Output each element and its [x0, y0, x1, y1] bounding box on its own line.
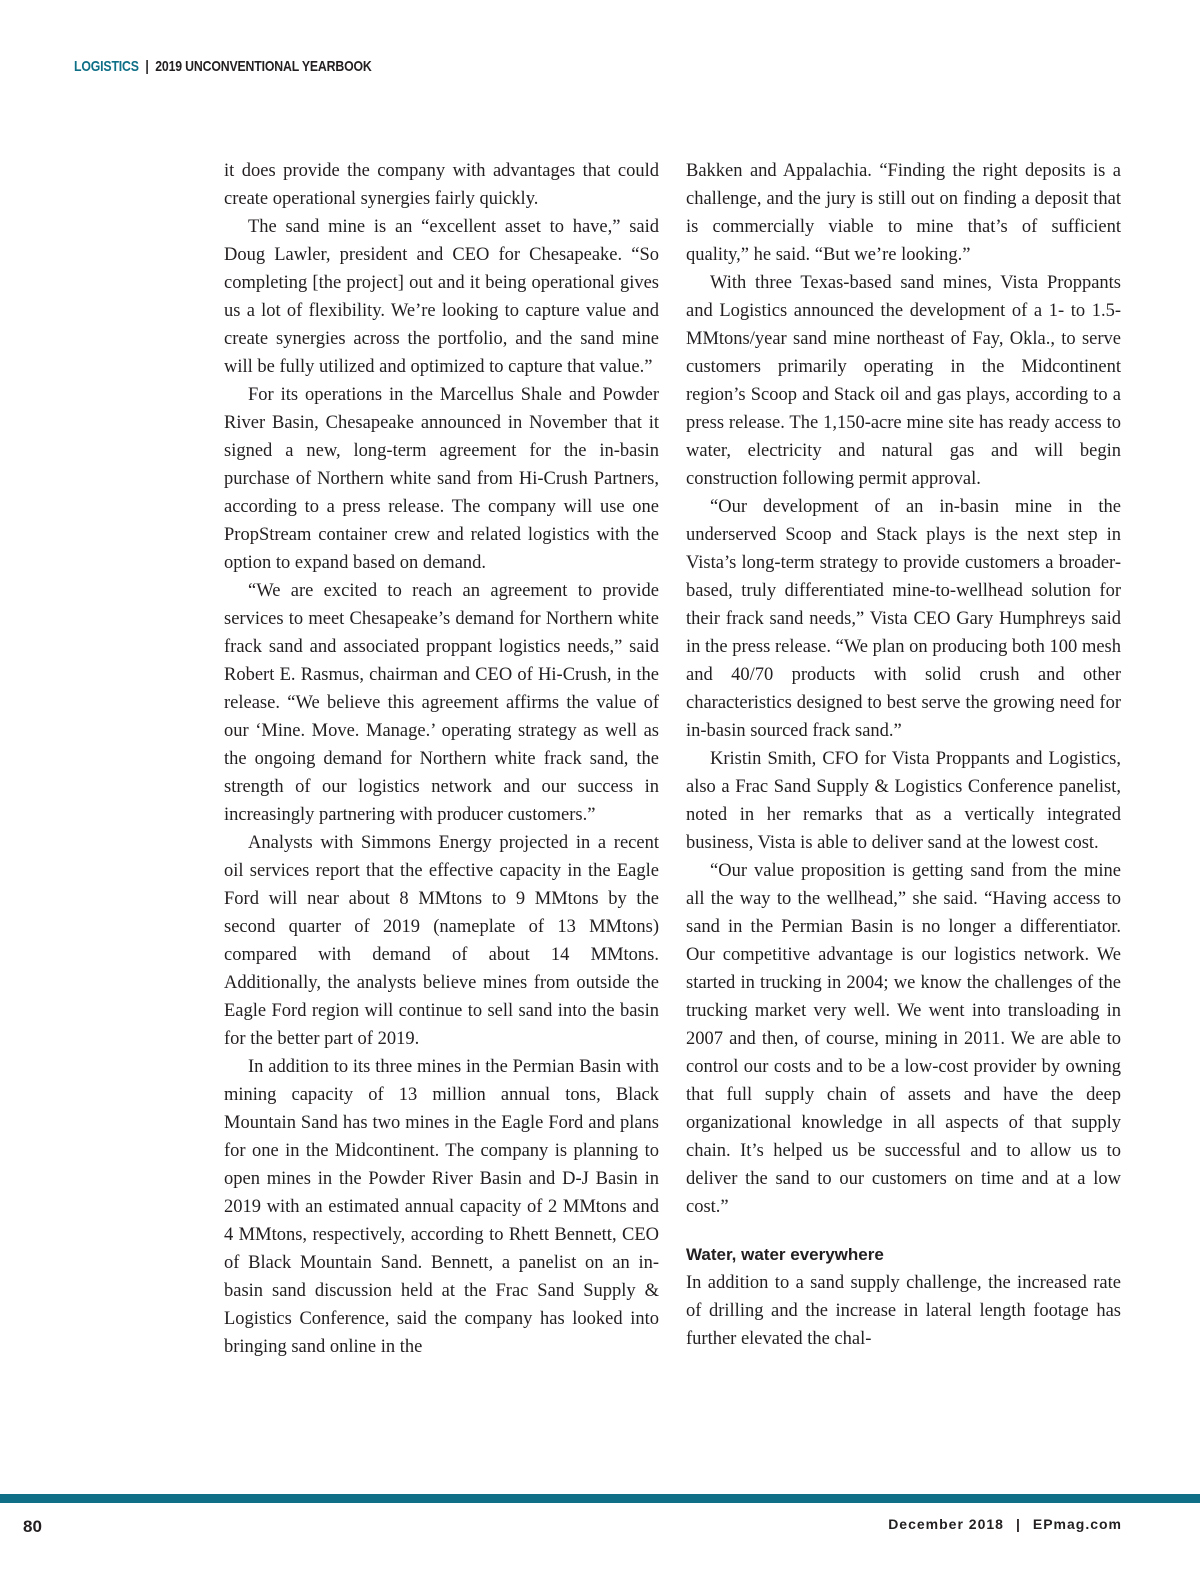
article-paragraph: In addition to a sand supply challenge, the increased rate of drilling and the increase in lateral length footage has further elevated the chal-	[686, 1273, 1121, 1349]
page-number: 80	[23, 1517, 42, 1536]
article-paragraph: Kristin Smith, CFO for Vista Proppants and Logistics, also a Frac Sand Supply & Logistics Conference panelist, noted in her remarks that as a vertically integrated business, Vista is able to deliver sand at the lowest cost.	[686, 749, 1121, 853]
header-publication-title: 2019 UNCONVENTIONAL YEARBOOK	[155, 58, 372, 75]
article-paragraph: Bakken and Appalachia. “Finding the right deposits is a challenge, and the jury is still out on finding a deposit that is commercially viable to mine that’s of sufficient quality,” he said. “But we’re looking.”	[686, 161, 1121, 265]
article-paragraph: “Our value proposition is getting sand from the mine all the way to the wellhead,” she said. “Having access to sand in the Permian Basin is no longer a differentiator. Our competitive advantage is our logistics network. We started in trucking in 2004; we know the challenges of the trucking market very well. We went into transloading in 2007 and then, of course, mining in 2011. We are able to control our costs and to be a low-cost provider by owning that full supply chain of assets and have the deep organizational knowledge in all aspects of that supply chain. It’s helped us be successful and to allow us to deliver the sand to our customers on time and at a low cost.”	[686, 861, 1121, 1217]
article-paragraph: With three Texas-based sand mines, Vista Proppants and Logistics announced the development of a 1- to 1.5-MMtons/year sand mine northeast of Fay, Okla., to serve customers primarily operating in the Midcontinent region’s Scoop and Stack oil and gas plays, according to a press release. The 1,150-acre mine site has ready access to water, electricity and natural gas and will begin construction following permit approval.	[686, 273, 1121, 489]
article-paragraph: “Our development of an in-basin mine in the underserved Scoop and Stack plays is the next step in Vista’s long-term strategy to provide customers a broader-based, truly differentiated mine-to-wellhead solution for their frack sand needs,” Vista CEO Gary Humphreys said in the press release. “We plan on producing both 100 mesh and 40/70 products with solid crush and other characteristics designed to best serve the growing need for in-basin sourced frack sand.”	[686, 497, 1121, 741]
article-paragraph: Analysts with Simmons Energy projected in a recent oil services report that the effective capacity in the Eagle Ford will near about 8 MMtons to 9 MMtons by the second quarter of 2019 (nameplate of 13 MMtons) compared with demand of about 14 MMtons. Additionally, the analysts believe mines from outside the Eagle Ford region will continue to sell sand into the basin for the better part of 2019.	[224, 833, 659, 1049]
header-section-label: LOGISTICS	[74, 58, 139, 75]
footer-publication-info	[888, 1516, 1122, 1532]
article-paragraph: For its operations in the Marcellus Shale and Powder River Basin, Chesapeake announced in November that it signed a new, long-term agreement for the in-basin purchase of Northern white sand from Hi-Crush Partners, according to a press release. The company will use one PropStream container crew and related logistics with the option to expand based on demand.	[224, 385, 659, 573]
footer-site-link[interactable]: EPmag.com	[1032, 1516, 1122, 1532]
right-column	[686, 157, 1121, 1353]
running-header	[74, 58, 372, 75]
article-paragraph: In addition to its three mines in the Permian Basin with mining capacity of 13 million annual tons, Black Mountain Sand has two mines in the Eagle Ford and plans for one in the Midcontinent. The company is planning to open mines in the Powder River Basin and D-J Basin in 2019 with an estimated annual capacity of 2 MMtons and 4 MMtons, respectively, according to Rhett Bennett, CEO of Black Mountain Sand. Bennett, a panelist on an in-basin sand discussion held at the Frac Sand Supply & Logistics Conference, said the company has looked into bringing sand online in the	[224, 1057, 659, 1357]
article-paragraph: it does provide the company with advantages that could create operational synergies fairly quickly.	[224, 161, 659, 209]
footer-separator: |	[1015, 1516, 1021, 1532]
article-paragraph: The sand mine is an “excellent asset to have,” said Doug Lawler, president and CEO for Chesapeake. “So completing [the project] out and it being operational gives us a lot of flexibility. We’re looking to capture value and create synergies across the portfolio, and the sand mine will be fully utilized and optimized to capture that value.”	[224, 217, 659, 377]
header-separator: |	[145, 58, 149, 75]
footer-rule	[0, 1494, 1200, 1503]
article-paragraph: “We are excited to reach an agreement to provide services to meet Chesapeake’s demand for Northern white frack sand and associated proppant logistics needs,” said Robert E. Rasmus, chairman and CEO of Hi-Crush, in the release. “We believe this agreement affirms the value of our ‘Mine. Move. Manage.’ operating strategy as well as the ongoing demand for Northern white frack sand, the strength of our logistics network and our success in increasingly partnering with producer customers.”	[224, 581, 659, 825]
footer-date: December 2018	[888, 1516, 1004, 1532]
left-column	[224, 157, 659, 1361]
section-subhead: Water, water everywhere	[686, 1245, 884, 1264]
